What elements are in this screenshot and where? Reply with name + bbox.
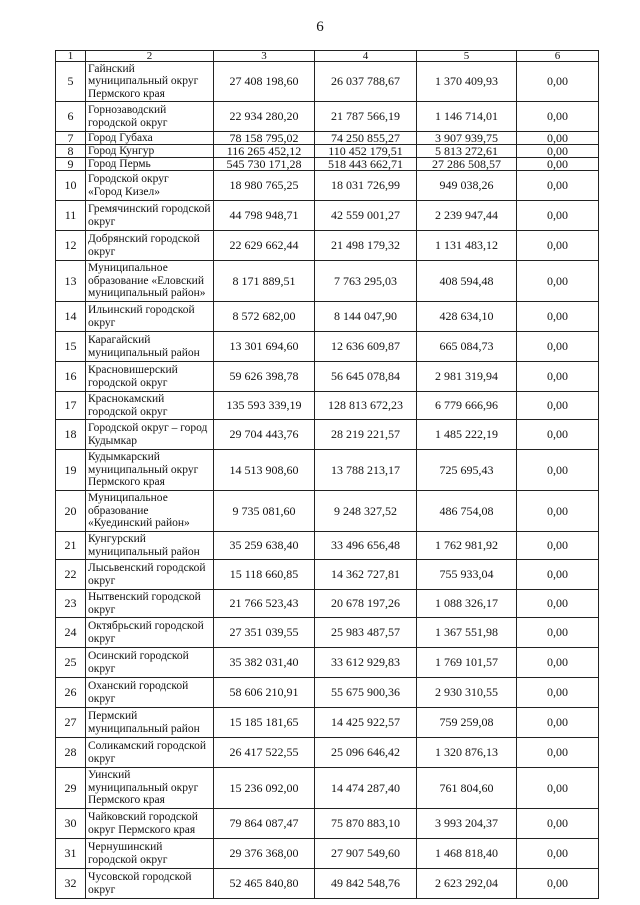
column-6-value: 0,00: [517, 132, 599, 145]
row-number: 7: [56, 132, 86, 145]
row-number: 23: [56, 590, 86, 618]
municipality-name: [86, 560, 214, 590]
column-5-value: 755 933,04: [417, 560, 517, 590]
column-3-value: 58 606 210,91: [214, 678, 315, 708]
column-5-value: 3 907 939,75: [417, 132, 517, 145]
municipality-name-line: Пермский: [88, 710, 138, 722]
column-6-value: 0,00: [517, 590, 599, 618]
column-6-value: 0,00: [517, 62, 599, 102]
municipality-name: [86, 618, 214, 648]
municipality-name-line: округ: [88, 215, 116, 228]
column-header: 4: [315, 51, 417, 62]
column-4-value: 55 675 900,36: [315, 678, 417, 708]
column-header: 1: [56, 51, 86, 62]
column-3-value: 35 259 638,40: [214, 532, 315, 560]
table-row: [56, 145, 599, 158]
column-5-value: 3 993 204,37: [417, 809, 517, 839]
municipality-name-line: Октябрьский городской: [88, 620, 204, 632]
municipality-name-line: Чайковский городской: [88, 811, 198, 823]
column-5-value: 486 754,08: [417, 491, 517, 532]
column-6-value: 0,00: [517, 839, 599, 869]
municipality-name: [86, 332, 214, 362]
column-5-value: 949 038,26: [417, 171, 517, 201]
column-5-value: 2 930 310,55: [417, 678, 517, 708]
municipality-name-line: образование: [88, 504, 149, 517]
municipality-name-line: Чернушинский: [88, 841, 163, 853]
municipality-name: [86, 590, 214, 618]
column-6-value: 0,00: [517, 302, 599, 332]
municipality-name-line: Добрянский городской: [88, 233, 200, 245]
municipality-name-line: округ: [88, 316, 116, 329]
municipality-name-line: Муниципальное: [88, 492, 168, 505]
municipality-name-line: Чусовской городской: [88, 871, 192, 883]
municipality-name: [86, 491, 214, 532]
column-5-value: 6 779 666,96: [417, 392, 517, 420]
municipality-name-line: Городской округ – город: [88, 422, 208, 434]
column-3-value: 79 864 087,47: [214, 809, 315, 839]
municipality-name-line: муниципальный округ: [88, 463, 199, 476]
table-row: [56, 302, 599, 332]
municipality-name: [86, 738, 214, 768]
budget-table: [55, 50, 599, 899]
column-3-value: 26 417 522,55: [214, 738, 315, 768]
column-3-value: 22 934 280,20: [214, 102, 315, 132]
municipality-name-line: Лысьвенский городской: [88, 562, 206, 574]
municipality-name-line: муниципальный район: [88, 722, 200, 735]
column-5-value: 1 320 876,13: [417, 738, 517, 768]
municipality-name: [86, 450, 214, 491]
table-row: [56, 560, 599, 590]
column-5-value: 665 084,73: [417, 332, 517, 362]
column-4-value: 25 983 487,57: [315, 618, 417, 648]
column-3-value: 135 593 339,19: [214, 392, 315, 420]
municipality-name-line: Осинский городской: [88, 650, 189, 662]
table-row: [56, 678, 599, 708]
municipality-name: [86, 420, 214, 450]
table-row: [56, 532, 599, 560]
table-row: [56, 708, 599, 738]
column-5-value: 1 146 714,01: [417, 102, 517, 132]
column-4-value: 75 870 883,10: [315, 809, 417, 839]
row-number: 26: [56, 678, 86, 708]
column-6-value: 0,00: [517, 145, 599, 158]
column-5-value: 1 367 551,98: [417, 618, 517, 648]
municipality-name-line: «Куединский район»: [88, 517, 190, 530]
column-4-value: 18 031 726,99: [315, 171, 417, 201]
column-6-value: 0,00: [517, 362, 599, 392]
row-number: 5: [56, 62, 86, 102]
column-4-value: 20 678 197,26: [315, 590, 417, 618]
municipality-name: [86, 132, 214, 145]
table-row: [56, 62, 599, 102]
row-number: 12: [56, 231, 86, 261]
row-number: 30: [56, 809, 86, 839]
table-row: [56, 261, 599, 302]
table-row: [56, 869, 599, 899]
column-6-value: 0,00: [517, 171, 599, 201]
municipality-name-line: округ Пермского края: [88, 823, 196, 836]
column-5-value: 408 594,48: [417, 261, 517, 302]
column-4-value: 27 907 549,60: [315, 839, 417, 869]
column-4-value: 28 219 221,57: [315, 420, 417, 450]
column-3-value: 18 980 765,25: [214, 171, 315, 201]
municipality-name: [86, 201, 214, 231]
municipality-name: [86, 869, 214, 899]
row-number: 19: [56, 450, 86, 491]
column-4-value: 56 645 078,84: [315, 362, 417, 392]
row-number: 28: [56, 738, 86, 768]
column-header: 6: [517, 51, 599, 62]
column-6-value: 0,00: [517, 392, 599, 420]
municipality-name-line: образование «Еловский: [88, 274, 204, 287]
municipality-name: [86, 231, 214, 261]
row-number: 10: [56, 171, 86, 201]
page-number: 6: [316, 19, 324, 35]
column-6-value: 0,00: [517, 768, 599, 809]
column-4-value: 33 612 929,83: [315, 648, 417, 678]
municipality-name-line: Красновишерский: [88, 364, 178, 376]
municipality-name-line: Ильинский городской: [88, 304, 195, 316]
table-header-row: [56, 51, 599, 62]
table-row: [56, 201, 599, 231]
municipality-name-line: Кудымкарский: [88, 451, 160, 464]
column-header: 3: [214, 51, 315, 62]
column-5-value: 725 695,43: [417, 450, 517, 491]
table-row: [56, 362, 599, 392]
municipality-name: [86, 392, 214, 420]
column-3-value: 15 185 181,65: [214, 708, 315, 738]
column-4-value: 49 842 548,76: [315, 869, 417, 899]
column-6-value: 0,00: [517, 491, 599, 532]
column-4-value: 128 813 672,23: [315, 392, 417, 420]
column-3-value: 545 730 171,28: [214, 158, 315, 171]
column-6-value: 0,00: [517, 158, 599, 171]
column-header: 5: [417, 51, 517, 62]
column-4-value: 14 362 727,81: [315, 560, 417, 590]
row-number: 14: [56, 302, 86, 332]
municipality-name-line: Оханский городской: [88, 680, 189, 692]
municipality-name-line: городской округ: [88, 376, 168, 389]
column-4-value: 25 096 646,42: [315, 738, 417, 768]
column-3-value: 27 351 039,55: [214, 618, 315, 648]
row-number: 16: [56, 362, 86, 392]
municipality-name-line: округ: [88, 574, 116, 587]
column-5-value: 27 286 508,57: [417, 158, 517, 171]
municipality-name-line: Город Пермь: [88, 157, 151, 170]
column-6-value: 0,00: [517, 678, 599, 708]
column-4-value: 21 498 179,32: [315, 231, 417, 261]
row-number: 32: [56, 869, 86, 899]
column-3-value: 15 118 660,85: [214, 560, 315, 590]
column-5-value: 1 370 409,93: [417, 62, 517, 102]
row-number: 18: [56, 420, 86, 450]
table-row: [56, 392, 599, 420]
table-row: [56, 102, 599, 132]
table-row: [56, 158, 599, 171]
column-5-value: 1 468 818,40: [417, 839, 517, 869]
municipality-name: [86, 648, 214, 678]
column-6-value: 0,00: [517, 261, 599, 302]
column-4-value: 14 425 922,57: [315, 708, 417, 738]
table-row: [56, 231, 599, 261]
municipality-name-line: Муниципальное: [88, 262, 168, 275]
row-number: 21: [56, 532, 86, 560]
municipality-name-line: Нытвенский городской: [88, 591, 201, 603]
table-row: [56, 132, 599, 145]
row-number: 22: [56, 560, 86, 590]
municipality-name-line: Карагайский: [88, 334, 151, 346]
row-number: 13: [56, 261, 86, 302]
column-3-value: 44 798 948,71: [214, 201, 315, 231]
municipality-name-line: Горнозаводский: [88, 104, 167, 116]
column-3-value: 116 265 452,12: [214, 145, 315, 158]
municipality-name-line: Город Кунгур: [88, 144, 155, 157]
column-3-value: 52 465 840,80: [214, 869, 315, 899]
municipality-name-line: Краснокамский: [88, 393, 165, 405]
municipality-name: [86, 809, 214, 839]
municipality-name-line: городской округ: [88, 116, 168, 129]
row-number: 8: [56, 145, 86, 158]
row-number: 9: [56, 158, 86, 171]
municipality-name: [86, 261, 214, 302]
municipality-name-line: муниципальный округ: [88, 75, 199, 88]
column-4-value: 74 250 855,27: [315, 132, 417, 145]
column-6-value: 0,00: [517, 332, 599, 362]
column-4-value: 26 037 788,67: [315, 62, 417, 102]
column-6-value: 0,00: [517, 738, 599, 768]
table-row: [56, 332, 599, 362]
municipality-name-line: округ: [88, 883, 116, 896]
municipality-name-line: округ: [88, 752, 116, 765]
column-6-value: 0,00: [517, 420, 599, 450]
column-6-value: 0,00: [517, 708, 599, 738]
municipality-name: [86, 145, 214, 158]
column-3-value: 13 301 694,60: [214, 332, 315, 362]
municipality-name-line: Городской округ: [88, 173, 169, 185]
column-3-value: 8 171 889,51: [214, 261, 315, 302]
column-4-value: 21 787 566,19: [315, 102, 417, 132]
column-5-value: 761 804,60: [417, 768, 517, 809]
column-6-value: 0,00: [517, 809, 599, 839]
column-3-value: 8 572 682,00: [214, 302, 315, 332]
column-3-value: 14 513 908,60: [214, 450, 315, 491]
column-header: 2: [86, 51, 214, 62]
municipality-name-line: муниципальный округ: [88, 781, 199, 794]
column-4-value: 33 496 656,48: [315, 532, 417, 560]
column-5-value: 1 762 981,92: [417, 532, 517, 560]
column-6-value: 0,00: [517, 618, 599, 648]
municipality-name-line: Город Губаха: [88, 131, 153, 144]
municipality-name-line: городской округ: [88, 853, 168, 866]
column-5-value: 1 131 483,12: [417, 231, 517, 261]
column-5-value: 2 623 292,04: [417, 869, 517, 899]
table-row: [56, 839, 599, 869]
row-number: 11: [56, 201, 86, 231]
table-row: [56, 590, 599, 618]
column-5-value: 759 259,08: [417, 708, 517, 738]
column-4-value: 8 144 047,90: [315, 302, 417, 332]
table-row: [56, 809, 599, 839]
municipality-name-line: округ: [88, 662, 116, 675]
row-number: 6: [56, 102, 86, 132]
municipality-name-line: округ: [88, 692, 116, 705]
row-number: 29: [56, 768, 86, 809]
row-number: 24: [56, 618, 86, 648]
municipality-name-line: округ: [88, 245, 116, 258]
column-4-value: 9 248 327,52: [315, 491, 417, 532]
table-row: [56, 618, 599, 648]
column-5-value: 2 981 319,94: [417, 362, 517, 392]
column-3-value: 21 766 523,43: [214, 590, 315, 618]
column-6-value: 0,00: [517, 869, 599, 899]
table-row: [56, 171, 599, 201]
municipality-name-line: Кудымкар: [88, 434, 137, 447]
municipality-name: [86, 302, 214, 332]
municipality-name-line: Пермского края: [88, 87, 165, 100]
column-5-value: 1 088 326,17: [417, 590, 517, 618]
column-4-value: 7 763 295,03: [315, 261, 417, 302]
column-5-value: 428 634,10: [417, 302, 517, 332]
column-3-value: 35 382 031,40: [214, 648, 315, 678]
column-5-value: 1 769 101,57: [417, 648, 517, 678]
row-number: 27: [56, 708, 86, 738]
column-3-value: 29 376 368,00: [214, 839, 315, 869]
column-3-value: 9 735 081,60: [214, 491, 315, 532]
column-6-value: 0,00: [517, 231, 599, 261]
table-row: [56, 768, 599, 809]
column-4-value: 13 788 213,17: [315, 450, 417, 491]
row-number: 15: [56, 332, 86, 362]
municipality-name-line: Пермского края: [88, 794, 165, 807]
table-row: [56, 648, 599, 678]
municipality-name-line: Гайнский: [88, 62, 135, 75]
column-6-value: 0,00: [517, 450, 599, 491]
table-row: [56, 450, 599, 491]
column-4-value: 42 559 001,27: [315, 201, 417, 231]
municipality-name: [86, 62, 214, 102]
municipality-name-line: муниципальный район»: [88, 287, 206, 300]
column-6-value: 0,00: [517, 201, 599, 231]
municipality-name: [86, 102, 214, 132]
municipality-name-line: Пермского края: [88, 476, 165, 489]
column-6-value: 0,00: [517, 532, 599, 560]
municipality-name-line: Соликамский городской: [88, 740, 207, 752]
municipality-name: [86, 158, 214, 171]
municipality-name-line: Уинский: [88, 769, 131, 782]
municipality-name: [86, 839, 214, 869]
row-number: 20: [56, 491, 86, 532]
table-row: [56, 420, 599, 450]
column-4-value: 110 452 179,51: [315, 145, 417, 158]
municipality-name: [86, 532, 214, 560]
column-6-value: 0,00: [517, 648, 599, 678]
municipality-name: [86, 171, 214, 201]
municipality-name-line: округ: [88, 632, 116, 645]
column-5-value: 1 485 222,19: [417, 420, 517, 450]
municipality-name-line: муниципальный район: [88, 346, 200, 359]
row-number: 31: [56, 839, 86, 869]
municipality-name-line: Кунгурский: [88, 533, 146, 545]
municipality-name-line: муниципальный район: [88, 545, 200, 558]
municipality-name: [86, 768, 214, 809]
column-3-value: 15 236 092,00: [214, 768, 315, 809]
municipality-name: [86, 362, 214, 392]
column-4-value: 12 636 609,87: [315, 332, 417, 362]
column-4-value: 518 443 662,71: [315, 158, 417, 171]
municipality-name-line: округ: [88, 603, 116, 616]
column-3-value: 78 158 795,02: [214, 132, 315, 145]
column-3-value: 59 626 398,78: [214, 362, 315, 392]
column-4-value: 14 474 287,40: [315, 768, 417, 809]
column-5-value: 2 239 947,44: [417, 201, 517, 231]
table-row: [56, 738, 599, 768]
column-3-value: 27 408 198,60: [214, 62, 315, 102]
municipality-name-line: Гремячинский городской: [88, 203, 211, 215]
column-6-value: 0,00: [517, 102, 599, 132]
column-6-value: 0,00: [517, 560, 599, 590]
municipality-name: [86, 708, 214, 738]
column-5-value: 5 813 272,61: [417, 145, 517, 158]
table-row: [56, 491, 599, 532]
column-3-value: 22 629 662,44: [214, 231, 315, 261]
municipality-name-line: «Город Кизел»: [88, 185, 160, 198]
column-3-value: 29 704 443,76: [214, 420, 315, 450]
row-number: 25: [56, 648, 86, 678]
municipality-name: [86, 678, 214, 708]
municipality-name-line: городской округ: [88, 405, 168, 418]
row-number: 17: [56, 392, 86, 420]
